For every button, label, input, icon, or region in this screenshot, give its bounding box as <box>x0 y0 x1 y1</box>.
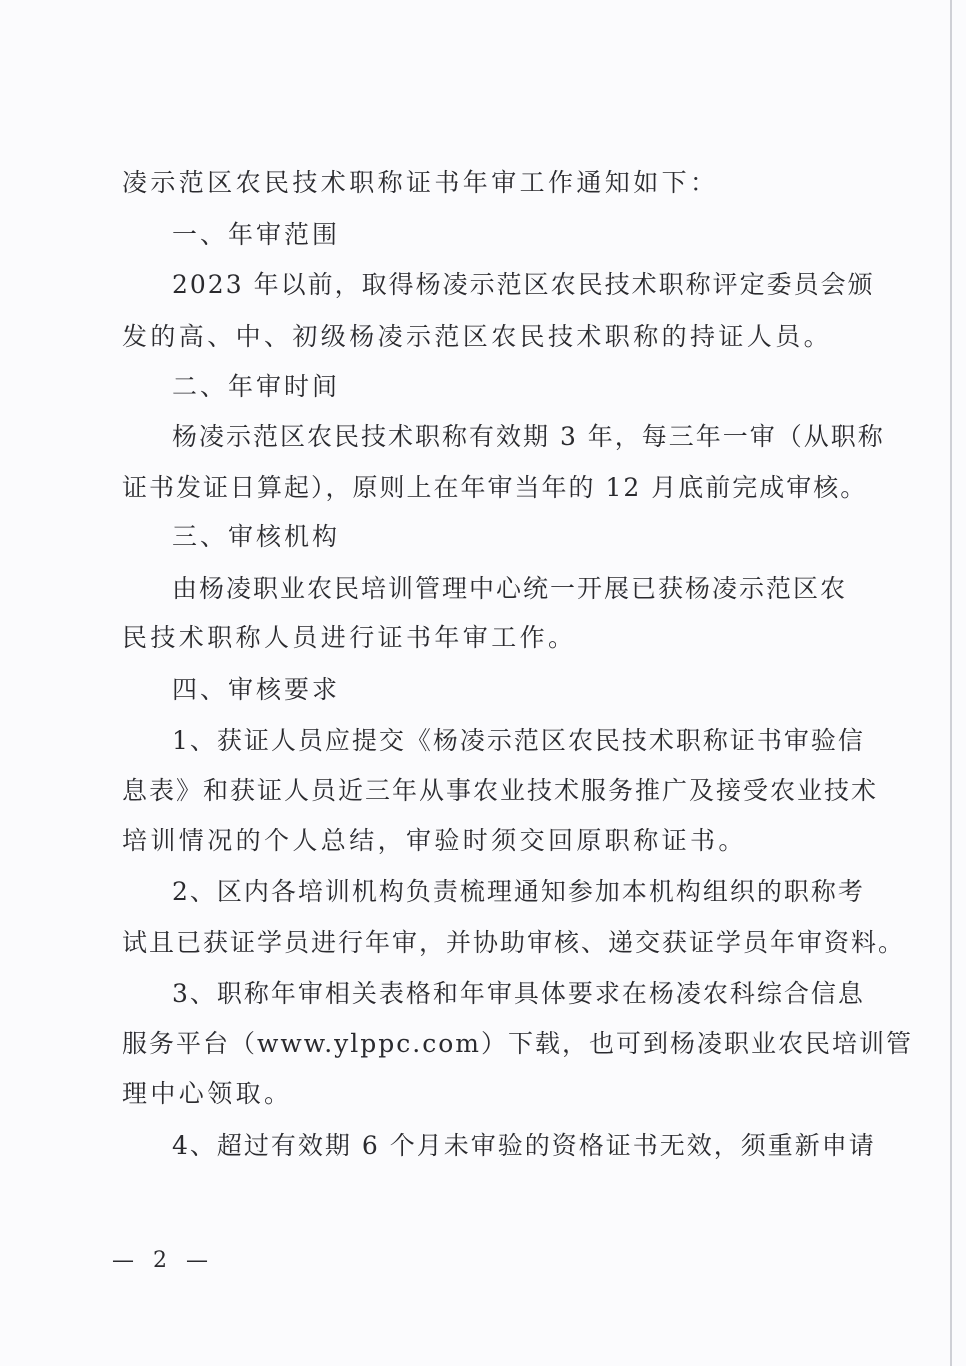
text-line: 2、区内各培训机构负责梳理通知参加本机构组织的职称考 <box>172 877 865 906</box>
text-line: 培训情况的个人总结，审验时须交回原职称证书。 <box>122 826 747 855</box>
text-line: 民技术职称人员进行证书年审工作。 <box>122 623 577 652</box>
page-number: — 2 — <box>112 1248 214 1273</box>
text-line: 3、职称年审相关表格和年审具体要求在杨凌农科综合信息 <box>172 979 865 1008</box>
text-line: 证书发证日算起），原则上在年审当年的 12 月底前完成审核。 <box>122 473 868 502</box>
text-line: 4、超过有效期 6 个月未审验的资格证书无效，须重新申请 <box>172 1131 876 1160</box>
text-line: 凌示范区农民技术职称证书年审工作通知如下： <box>122 168 719 197</box>
section-heading: 三、审核机构 <box>172 522 341 551</box>
text-line: 试且已获证学员进行年审，并协助审核、递交获证学员年审资料。 <box>122 928 906 957</box>
text-line: 息表》和获证人员近三年从事农业技术服务推广及接受农业技术 <box>122 776 879 805</box>
text-line: 1、获证人员应提交《杨凌示范区农民技术职称证书审验信 <box>172 726 865 755</box>
text-line: 理中心领取。 <box>122 1079 293 1108</box>
text-line: 由杨凌职业农民培训管理中心统一开展已获杨凌示范区农 <box>172 574 848 603</box>
text-line: 杨凌示范区农民技术职称有效期 3 年，每三年一审（从职称 <box>172 422 885 451</box>
text-line: 2023 年以前，取得杨凌示范区农民技术职称评定委员会颁 <box>172 270 875 299</box>
scan-edge <box>950 0 952 1366</box>
section-heading: 四、审核要求 <box>172 675 341 704</box>
section-heading: 一、年审范围 <box>172 220 341 249</box>
text-line: 发的高、中、初级杨凌示范区农民技术职称的持证人员。 <box>122 322 833 351</box>
section-heading: 二、年审时间 <box>172 372 341 401</box>
text-line: 服务平台（www.ylppc.com）下载，也可到杨凌职业农民培训管 <box>122 1029 914 1058</box>
